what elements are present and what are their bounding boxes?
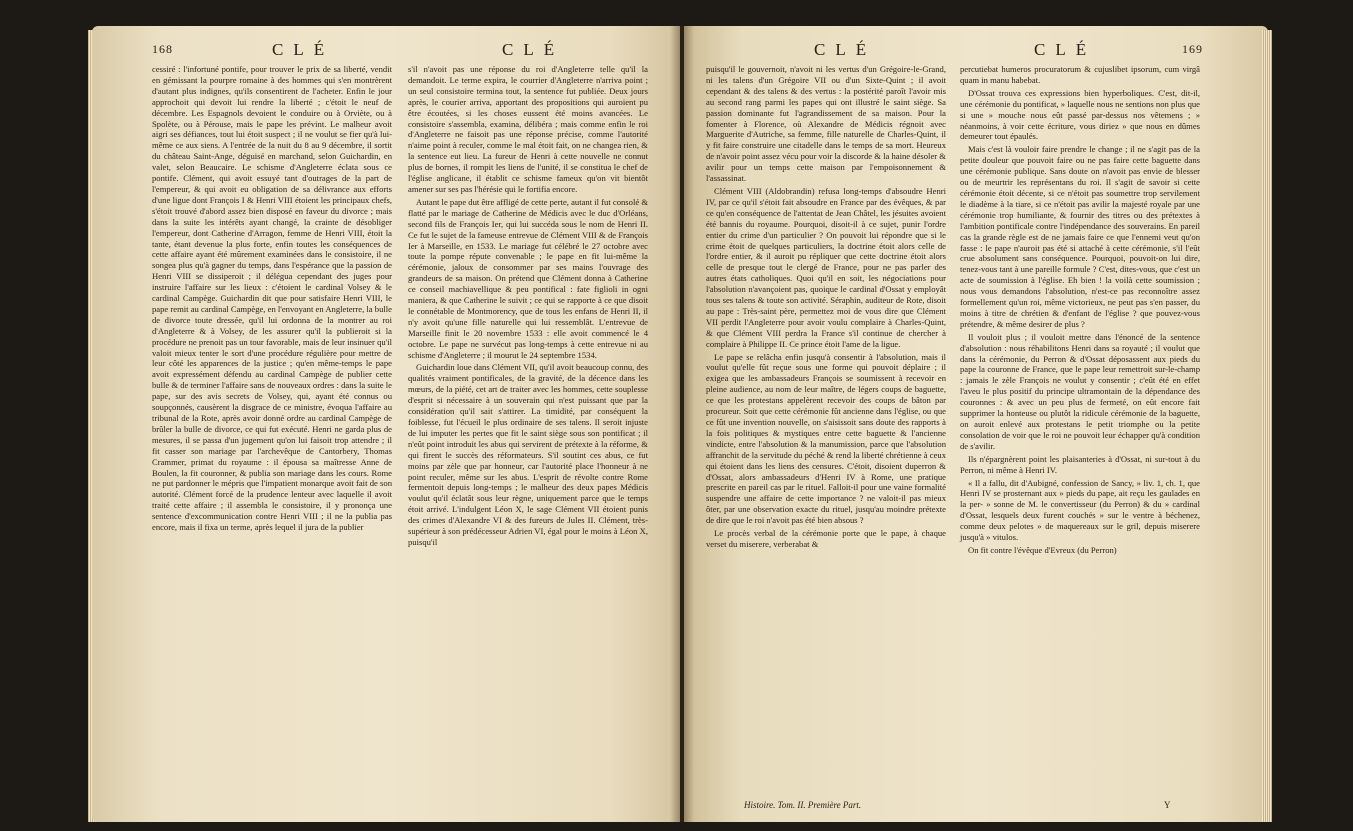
right-col2-para-2: D'Ossat trouva ces expressions bien hyperboliques. C'est, dit-il, une cérémonie du pontificat, » laquelle nous ne sentions non plus que si une » mouche nous eût passé par-dessus nos vêtemens ; » néanmoins, à voir cette écriture, vous diriez » que nous en dûmes demeurer tout épaulés. [960,87,1200,142]
right-col1-para-3: Le pape se relâcha enfin jusqu'à consentir à l'absolution, mais il voulut qu'elle fût reçue sous une forme qui pouvoit déplaire ; il exigea que les ambassadeurs François se soumissent à recevoir en pleine audience, au nom de leur maître, de légers coups de baguette, ce que les protestans appelèrent recevoir des coups de bâton par procureur. Soit que cette cérémonie fût ancienne dans l'église, ou que ce fût une invention nouvelle, on s'aisissoit sans doute des rapports à la fois politiques & mystiques entre cette baguette & l'ancienne vindicte, entre l'absolution & la manumission, parce que l'absolution affranchit de la servitude du péché & rend la liberté chrétienne à ceux qui étoient dans les liens des censures. C'étoit, disoient duperron & d'Ossat, alors ambassadeurs d'Henri IV à Rome, une pratique prescrite en pareil cas par le rituel. Falloit-il pour une vaine formalité suspendre une affaire de cette importance ? ne valoit-il pas mieux ôter, par une observation exacte du rituel, jusqu'au moindre prétexte de dire que le roi n'avoit pas été bien absous ? [706,351,946,526]
right-page-number: 169 [1182,42,1203,56]
left-page [92,26,680,822]
right-page [684,26,1268,822]
left-running-head-1: CLÉ [272,40,335,59]
right-col2-para-3: Mais c'est là vouloir faire prendre le change ; il ne s'agit pas de la petite douleur que pouvoit faire ou ne pas faire cette baguette dans une cérémonie publique. Sans doute on n'avoit pas envie de blesser ou de meurtrir les représentans du roi. Il s'agit de savoir si cette cérémonie étoit décente, si ce n'étoit pas soumettre trop servilement le diadème à la tiare, si ce n'étoit pas avilir la majesté royale par une cérémonie trop humiliante, & fournir des titres ou des prétextes à l'ambition pontificale contre l'indépendance des souverains. En pareil cas la grande règle est de ne jamais faire ce que l'ennemi veut qu'on fasse : le pape n'auroit pas été si attaché à cette cérémonie, s'il l'eût crue absolument sans conséquence. Pourquoi, pouvoit-on lui dire, tenez-vous tant à une pareille formule ? C'est, dites-vous, que c'est un acte de soumission à l'église. Eh bien ! la voilà cette soumission ; nous vous demandons l'absolution, n'est-ce pas reconnoître assez formellement qu'un roi, même victorieux, ne peut pas s'en passer, du moins à titre de chrétien & d'enfant de l'église ? que pouvez-vous prétendre, & même desirer de plus ? [960,144,1200,329]
signature-mark: Y [1164,800,1171,810]
right-column-2 [960,64,1200,558]
open-book [92,18,1272,826]
right-col2-para-1: percutiebat humeros procuratorum & cujuslibet ipsorum, cum virgâ quam in manu habebat. [960,64,1200,85]
left-column-2 [408,64,648,550]
left-col2-para-1: s'il n'avoit pas une réponse du roi d'Angleterre telle qu'il la demandoit. Le terme expira, le courrier d'Angleterre n'arriva point ; un seul consistoire termina tout, la sentence fut publiée. Deux jours après, le courier arriva, apportant des propositions qui auroient pu être écoutées, si les choses eussent été moins avancées. Le consistoire s'assembla, examina, délibéra ; mais comme enfin le roi d'Angleterre ne faisoit pas une réponse précise, comme l'autorité n'aime point à reculer, comme le mal étoit fait, on ne changea rien, & la sentence eut lieu. La fureur de Henri à cette nouvelle ne connut plus de bornes, il rompit les liens de l'unité, il se constitua le chef de l'église anglicane, il établit ce schisme fameux qu'on vit bientôt amener sur ses pas l'hérésie qui le fortifia encore. [408,64,648,194]
book-gutter [670,26,694,822]
left-running-head-2: CLÉ [502,40,565,59]
right-running-head-2: CLÉ [1034,40,1097,59]
right-col2-para-4: Il vouloit plus ; il vouloit mettre dans l'énoncé de la sentence d'absolution : nous réhabilitons Henri dans sa royauté ; il voulut que dans la cérémonie, du Perron & d'Ossat déposassent aux pieds du pape la couronne de France, que le pape leur remettroit sur-le-champ : jamais le zèle François ne voulut y consentir ; c'eût été en effet l'aveu le plus positif du principe ultramontain de la dépendance des couronnes : & avec un peu plus de fermeté, on eût encore fait supprimer la honteuse ou plutôt la ridicule cérémonie de la baguette, on auroit enlevé aux protestans le petit triomphe ou la petite consolation de voir que le roi ne pouvoit leur échapper qu'à condition de s'avilir. [960,331,1200,451]
footer-signature: Histoire. Tom. II. Première Part. [744,800,862,810]
right-col1-para-2: Clément VIII (Aldobrandin) refusa long-temps d'absoudre Henri IV, par ce qu'il s'étoit fait absoudre en France par des évêques, & par ce qu'en conséquence de l'attentat de Jean Châtel, les jésuites avoient été bannis du royaume. Pourquoi, disoit-il à ce sujet, punir l'ordre entier du crime d'un particulier ? On pouvoit lui répondre que si le crime étoit de quelques particuliers, la doctrine étoit alors celle de l'ordre entier, & il auroit pu répliquer que cette doctrine étoit alors celle de presque tout le clergé de France, pour ne pas parler des autres états catholiques. Quoi qu'il en soit, les négociations pour l'absolution n'avançoient pas, quoique le cardinal d'Ossat y employât tous ses talens & toute son activité. Séraphin, auditeur de Rote, disoit au pape : Très-saint père, permettez moi de vous dire que Clément VII perdit l'Angleterre pour avoir voulu complaire à Charles-Quint, & que Clément VIII perdra la France s'il continue de chercher à complaire à Philippe II. Ce prince étoit l'ame de la ligue. [706,185,946,349]
right-running-head-1: CLÉ [814,40,877,59]
left-col2-para-3: Guichardin loue dans Clément VII, qu'il avoit beaucoup connu, des qualités vraiment pontificales, de la gravité, de la décence dans les mœurs, de la piété, cet art de traiter avec les hommes, cette souplesse d'esprit si nécessaire à un souverain qui n'est puissant que par la considération qu'il sait s'attirer. La timidité, par conséquent la foiblesse, fut l'écueil le plus ordinaire de ses talens. Il seroit injuste de lui imputer les pertes que fit le saint siège sous son pontificat ; il n'eût point introduit les abus qui servirent de prétexte à la réforme, & qui firent le succès des réformateurs. S'il soutint ces abus, ce fut moins par zèle que par honneur, car l'autorité place l'honneur à ne point reculer, même sur les abus. L'esprit de révolte contre Rome fermentoit depuis long-temps ; le malheur des deux papes Médicis voulut qu'il éclatât sous leur règne, uniquement parce que le temps étoit arrivé. L'indulgent Léon X, le sage Clément VII étoient punis des crimes d'Alexandre VI & des fureurs de Jules II. Clément, très-supérieur à son prédécesseur Adrien VI, égal pour le moins à Léon X, puisqu'il [408,362,648,547]
right-col2-para-7: On fit contre l'évêque d'Evreux (du Perron) [968,544,1117,555]
left-column-1 [152,64,392,535]
right-col1-para-1: puisqu'il le gouvernoit, n'avoit ni les vertus d'un Grégoire-le-Grand, ni les talens d'un Grégoire VII ou d'un Sixte-Quint ; il avoit cependant & des talens & des vertus : la postérité paroît l'avoir mis au second rang parmi les papes qui ont illustré le saint siège. Sa passion dominante fut l'agrandissement de sa maison. Pour la fomenter à Florence, où Alexandre de Médicis régnoit avec Marguerite d'Autriche, sa femme, fille naturelle de Charles-Quint, il y fit faire construire une citadelle dans le temps de sa mort. Heureux de n'avoir point assez vécu pour voir la discorde & la haine désoler & avilir pour un temps cette maison par l'empoisonnement & l'assassinat. [706,64,946,184]
right-col1-para-4: Le procès verbal de la cérémonie porte que le pape, à chaque verset du miserere, verberabat & [706,528,946,549]
left-col2-para-2: Autant le pape dut être affligé de cette perte, autant il fut consolé & flatté par le mariage de Catherine de Médicis avec le duc d'Orléans, second fils de François Ier, qui lui succéda sous le nom de Henri II. Ce fut le sujet de la fameuse entrevue de Clément VIII & de François Ier à Marseille, en 1533. Le mariage fut célébré le 27 octobre avec toute la pompe répute convenable ; le pape en fit lui-même la cérémonie, jaloux de consommer par ses mains l'ouvrage des grandeurs de sa maison. On prétend que Clément donna à Catherine ce conseil machiavellique & peu pontifical : fate figlioli in ogni maniera, & que Catherine le suivit ; ce qui se rapporte à ce que disoit le connétable de Montmorency, que de tous les enfans de Henri II, il n'y avoit qu'une fille naturelle qui lui ressemblât. L'entrevue de Marseille finit le 20 novembre 1533 : elle avoit commencé le 4 octobre. Le pape ne survécut pas long-temps à cette entrevue ni au schisme d'Angleterre ; il mourut le 24 septembre 1534. [408,196,648,360]
right-col2-para-6: « Il a fallu, dit d'Aubigné, confession de Sancy, » liv. 1, ch. 1, que Henri IV se prosternant aux » pieds du pape, ait reçu les gaulades en la per- » sonne de M. le convertisseur (du Perron) & du » cardinal d'Ossat, lesquels deux furent couchés » sur le ventre à béchenez, comme deux pelotes » de maquereaux sur le gril, depuis miserere jusqu'à » vitulos. [960,477,1200,543]
right-column-1 [706,64,946,552]
left-col1-para-1: cessiré : l'infortuné pontife, pour trouver le prix de sa liberté, vendit en gémissant la pourpre romaine à des hommes qui s'en montrèrent d'autant plus indignes, qu'ils consentirent de l'acheter. Enfin le jour approchoit qui devoit lui rendre la liberté ; c'étoit le neuf de décembre. Les Espagnols devoient le conduire ou à Orviète, ou à Spolète, ou à Pérouse, mais le pape les prévint. Le malheur avoit aigri ses défiances, tout lui étoit suspect ; il ne voulut se fier qu'à lui-même ce aux siens. A l'entrée de la nuit du 8 au 9 décembre, il sortit du château Saint-Ange, déguisé en marchand, selon Guichardin, en valet, selon Beaucaire. Le schisme d'Angleterre éclata sous ce pontife. Clément, qui avoit essuyé tant d'outrages de la part de l'empereur, & qui avoit eu obligation de sa délivrance aux efforts d'une ligue dont François I & Henri VIII étoient les principaux chefs, s'étoit trouvé d'abord assez bien disposé en faveur du divorce ; mais dans la suite les intérêts ayant changé, la crainte de désobliger l'empereur, dont Catherine d'Arragon, femme de Henri VIII, étoit la tante, étant devenue la plus forte, enfin toutes les conséquences de cette affaire ayant été mûrement examinées dans le consistoire, il ne songea plus qu'à gagner du temps, dans l'espérance que la passion de Henri VIII se dissiperoit ; il délégua cependant des juges pour instruire l'affaire sur les lieux : c'étoient le cardinal Volsey & le cardinal Campège. Guichardin dit que pour satisfaire Henri VIII, le pape remit au cardinal Campège, en l'envoyant en Angleterre, la bulle de divorce toute dressée, qu'il lui ordonna de la montrer au roi d'Angleterre & à Volsey, de les assurer qu'il la publieroit si la procédure ne prenoit pas un tour favorable, mais de leur insinuer qu'il valoit mieux tenter le sort d'une procédure régulière pour mettre de leur côté les apparences de la justice ; qu'en même-temps le pape avoit expressément défendu au cardinal Campège de publier cette bulle & de terminer l'affaire sans de nouveaux ordres : dans la suite le pape, sur des avis secrets de Volsey, qui, ayant été connus ou soupçonnés, causèrent la disgrace de ce ministre, évoqua l'affaire au tribunal de la Rote, après avoir donné ordre au cardinal Campège de brûler la bulle de divorce, ce qui fut exécuté. Henri ne garda plus de mesures, il se passa d'un jugement qu'on lui faisoit trop attendre ; il fit casser son mariage par l'archevêque de Cantorbery, Thomas Crammer, primat du royaume : il épousa sa maîtresse Anne de Boulen, la fit couronner, & publia son mariage dans les cours. Rome ne put pardonner le mépris que l'impatient monarque avoit fait de son autorité. Clément forcé de la prudence lenteur avec laquelle il avoit traité cette affaire ; il assembla le consistoire, il y prononça une sentence d'excommunication contre Henri VIII ; il ne la publia pas encore, mais il fixa un terme, après lequel il jura de la publier [152,64,392,533]
right-col2-para-5: Ils n'épargnèrent point les plaisanteries à d'Ossat, ni sur-tout à du Perron, ni même à Henri IV. [960,453,1200,475]
right-page-edges [1262,30,1272,822]
left-page-number: 168 [152,42,173,56]
